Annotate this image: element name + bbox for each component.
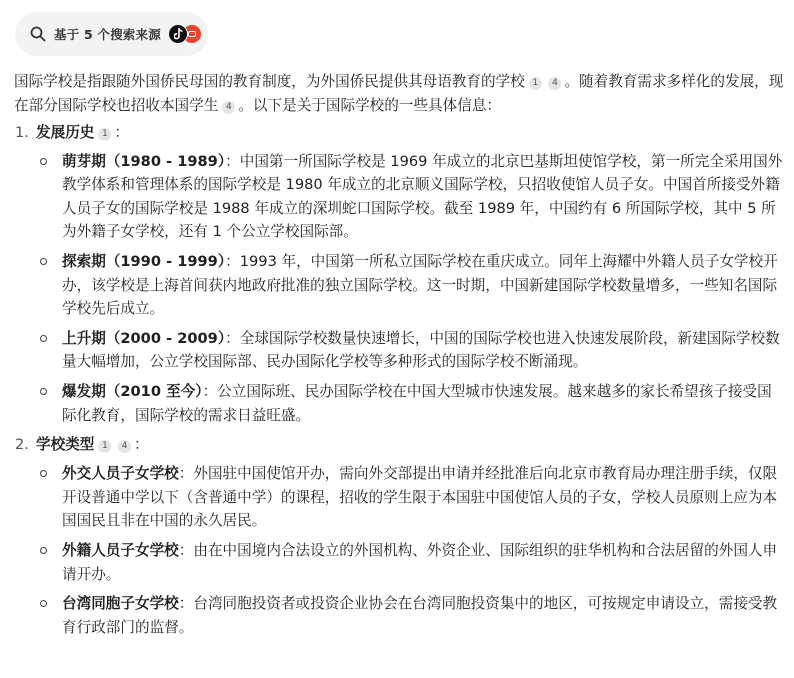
citation-group [221, 97, 236, 114]
list-item [14, 327, 784, 374]
section-list [14, 121, 784, 640]
section-title: 发展历史 [36, 123, 95, 141]
item-text: ：中国第一所国际学校是 1969 年成立的北京巴基斯坦使馆学校，第一所完全采用国外教学体系和管理体系的国际学校是 1980 年成立的北京顺义国际学校，只招收使馆人员子女。中国首所接受外籍人员子女的国际学校是 1988 年成立的深圳蛇口国际学校。截至 1989 年，中国约有 6 所国际学校，其中 5 所为外籍子女学校，还有 1 个公立学校国际部。 [62, 152, 783, 241]
bullet-icon [40, 388, 47, 395]
bullet-icon [40, 600, 47, 607]
item-text: ：全球国际学校数量快速增长，中国的国际学校也进入快速发展阶段，新建国际学校数量大幅增加，公立学校国际部、民办国际化学校等多种形式的国际学校不断涌现。 [62, 329, 780, 371]
list-item [14, 462, 784, 533]
section-number: 2. [15, 436, 29, 454]
bullet-icon [40, 547, 47, 554]
intro-paragraph [14, 70, 784, 118]
section-number: 1. [15, 123, 29, 141]
intro-text-2: 。随着教育需求多样化的发展，现在部分国际学校也招收本国学生 [14, 73, 784, 114]
list-item [14, 539, 784, 586]
item-title: 外籍人员子女学校 [62, 541, 179, 559]
list-item [14, 592, 784, 639]
citation-group [528, 73, 563, 90]
sources-label: 基于 5 个搜索来源 [54, 27, 161, 42]
citation-4[interactable]: 4 [222, 101, 235, 114]
bullet-icon [40, 258, 47, 265]
item-title: 萌芽期（1980 - 1989） [62, 152, 226, 170]
section-heading [14, 121, 784, 145]
citation-4[interactable]: 4 [548, 77, 561, 90]
item-list [14, 462, 784, 639]
citation-1[interactable]: 1 [529, 77, 542, 90]
citation-group [97, 124, 112, 141]
item-text: ：台湾同胞投资者或投资企业协会在台湾同胞投资集中的地区，可按规定申请设立，需接受教育行政部门的监督。 [62, 595, 778, 636]
list-item [14, 380, 784, 427]
bullet-icon [40, 158, 47, 165]
item-title: 上升期（2000 - 2009） [62, 329, 226, 347]
item-title: 探索期（1990 - 1999） [62, 252, 226, 270]
answer-content [14, 70, 784, 639]
section-history [14, 121, 784, 428]
item-title: 爆发期（2010 至今） [62, 382, 203, 400]
sources-button[interactable] [15, 12, 208, 56]
section-suffix: ： [114, 123, 129, 141]
section-title: 学校类型 [36, 436, 95, 454]
item-text: ：1993 年，中国第一所私立国际学校在重庆成立。同年上海耀中外籍人员子女学校开办，该学校是上海首间获内地政府批准的独立国际学校。这一时期，中国新建国际学校数量增多，一些知名国际学校先后成立。 [62, 252, 778, 318]
item-list [14, 150, 784, 428]
item-title: 外交人员子女学校 [62, 465, 179, 483]
item-text: ：外国驻中国使馆开办，需向外交部提出申请并经批准后向北京市教育局办理注册手续，仅限开设普通中学以下（含普通中学）的课程，招收的学生限于本国驻中国使馆人员的子女，学校人员原则上应为本国国民且非在中国的永久居民。 [62, 465, 778, 530]
section-suffix: ： [134, 436, 149, 454]
intro-text-1: 国际学校是指跟随外国侨民母国的教育制度，为外国侨民提供其母语教育的学校 [14, 73, 525, 90]
citation-1[interactable]: 1 [98, 128, 111, 141]
list-item [14, 150, 784, 244]
source-icons [168, 24, 208, 44]
bullet-icon [40, 470, 47, 477]
item-text: ：公立国际班、民办国际学校在中国大型城市快速发展。越来越多的家长希望孩子接受国际化教育，国际学校的需求日益旺盛。 [62, 382, 772, 424]
bullet-icon [40, 335, 47, 342]
item-title: 台湾同胞子女学校 [62, 595, 179, 613]
citation-4[interactable]: 4 [118, 440, 131, 453]
item-text: ：由在中国境内合法设立的外国机构、外资企业、国际组织的驻华机构和合法居留的外国人申请开办。 [62, 541, 778, 583]
tiktok-icon [168, 24, 188, 44]
citation-1[interactable]: 1 [98, 440, 111, 453]
citation-group [97, 436, 132, 453]
search-icon [29, 25, 47, 43]
intro-text-3: 。以下是关于国际学校的一些具体信息： [238, 96, 502, 114]
list-item [14, 250, 784, 321]
section-heading [14, 433, 784, 457]
section-school-types [14, 433, 784, 639]
